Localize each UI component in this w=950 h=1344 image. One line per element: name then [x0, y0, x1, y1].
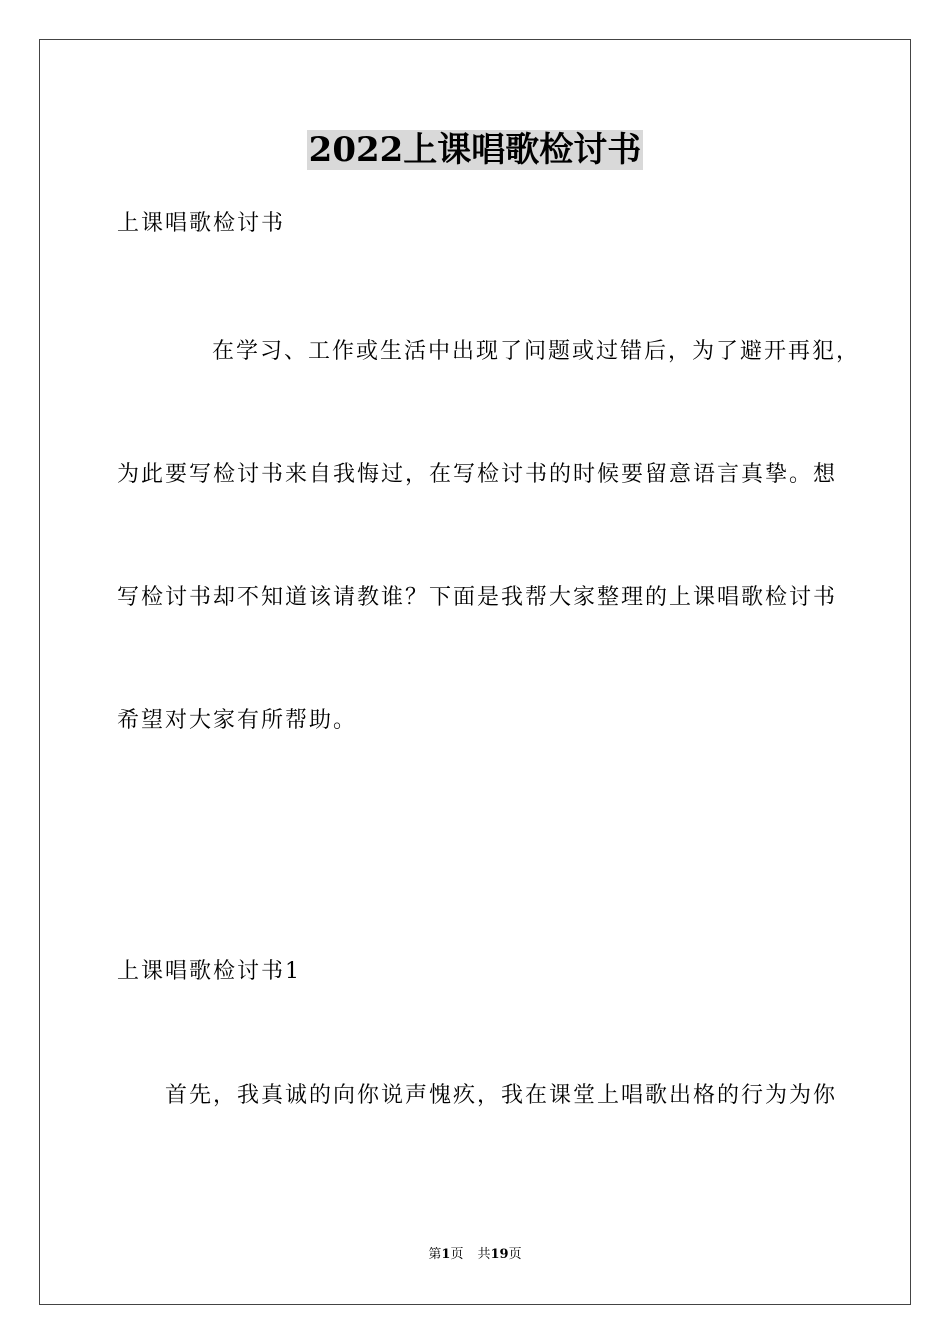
page-footer [0, 1246, 950, 1264]
section-heading: 上课唱歌检讨书1 [117, 959, 301, 984]
intro-paragraph-line-4: 希望对大家有所帮助。 [117, 708, 358, 733]
intro-paragraph-line-3: 写检讨书却不知道该请教谁？下面是我帮大家整理的上课唱歌检讨书 [117, 585, 838, 610]
footer-total-prefix: 共 [477, 1247, 491, 1262]
footer-page-suffix: 页 [450, 1247, 464, 1262]
footer-total-pages: 19 [490, 1247, 509, 1262]
document-title-text: 2022上课唱歌检讨书 [308, 130, 642, 170]
section-paragraph-line-1: 首先，我真诚的向你说声愧疚，我在课堂上唱歌出格的行为为你 [165, 1083, 838, 1108]
intro-paragraph-line-1: 在学习、工作或生活中出现了问题或过错后，为了避开再犯， [212, 339, 861, 364]
footer-page-prefix: 第 [428, 1247, 442, 1262]
document-title [0, 124, 950, 176]
footer-page-number: 1 [441, 1247, 451, 1262]
intro-paragraph-line-2: 为此要写检讨书来自我悔过，在写检讨书的时候要留意语言真挚。想 [117, 462, 838, 487]
document-subtitle: 上课唱歌检讨书 [117, 211, 286, 236]
footer-total-suffix: 页 [508, 1247, 522, 1262]
